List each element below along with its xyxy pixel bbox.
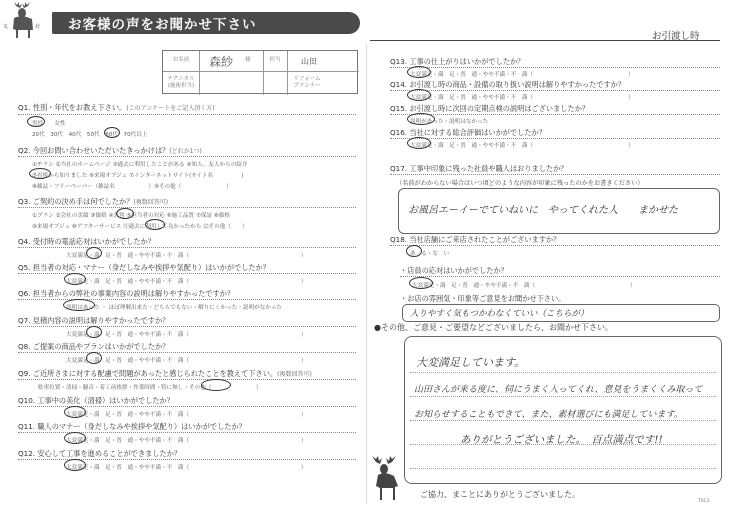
question-note: (このアンケートをご記入頂く方) — [126, 105, 215, 112]
answer-circle — [86, 352, 102, 364]
question-text: Q5. 担当者の対応・マナー（身だしなみや挨拶や気配り）はいかがでしたか？ — [18, 263, 270, 272]
question-q8 — [18, 342, 169, 352]
question-q4 — [18, 237, 155, 247]
question-text: Q10. 工事中の美化（清掃）はいかがでしたか？ — [18, 396, 174, 405]
q6-options: 説明はあった ・ ほぼ理解出来た・どちらでもない・解りにくかった・説明がなかった — [66, 305, 283, 311]
answer-circle — [86, 247, 102, 259]
question-q12 — [18, 449, 181, 459]
answer-circle — [145, 219, 165, 230]
q8-rating-options: 大変満足・満 足・普 通・やや不満・不 満（ ） — [66, 358, 307, 364]
q4-rating-options: 大変満足・満 足・普 通・やや不満・不 満（ ） — [66, 253, 307, 259]
thanks-message: ご協力、まことにありがとうございました。 — [420, 490, 580, 499]
answer-circle — [63, 299, 95, 311]
staff-label: 担当 — [269, 57, 281, 63]
customer-name-handwritten: 森紗 — [209, 55, 234, 69]
name-box-rule — [263, 51, 264, 95]
question-text: Q15. お引渡し時に次回の定期点検の説明はございましたか？ — [390, 104, 590, 113]
question-note: (どれか1つ) — [169, 148, 202, 155]
q15-options: 説明があった・説明はなかった — [410, 119, 489, 125]
deer-logo-icon — [2, 2, 50, 42]
answer-circle — [29, 168, 51, 179]
question-rule — [18, 114, 356, 115]
q3-options-row-2: ⑨来場オブジェ ⑩アフターサービス ⑪過去に利用して良かったから ⑫その他（ ） — [32, 224, 248, 230]
q18-handwritten-answer: 入りやすく気もつかわなくていい（こちらが） — [410, 309, 589, 319]
question-rule — [18, 352, 356, 353]
comment-line — [410, 468, 716, 469]
reform-planner-label: リフォーム プランナー — [293, 76, 321, 89]
question-rule — [400, 276, 720, 277]
q9-options: 駐車位置・清掃・騒音・着工前挨拶・作業時間・特に無し・その他（ ） — [38, 385, 262, 391]
question-text: Q12. 安心して工事を進めることができましたか？ — [18, 449, 182, 458]
answer-circle — [407, 113, 435, 125]
question-q18 — [390, 235, 560, 245]
comment-line — [410, 396, 716, 397]
name-box — [162, 50, 358, 94]
question-text: Q18. 当社店舗にご来店されたことがございますか？ — [390, 235, 561, 244]
question-text: ・お店の雰囲気・印象等ご意見をお聞かせ下さい。 — [400, 294, 566, 303]
technical-label: テクニカル (施術担当) — [167, 76, 195, 89]
question-text: Q2. 今回お問い合わせいただいたきっかけは？ — [18, 146, 170, 155]
question-rule — [390, 90, 720, 91]
question-q17 — [390, 164, 568, 174]
page-title: お客様の声をお聞かせ下さい — [68, 17, 257, 33]
q5-rating-options: 大変満足・満 足・普 通・やや不満・不 満（ ） — [66, 279, 307, 285]
answer-circle — [64, 432, 86, 444]
comment-line — [410, 372, 716, 373]
comment-handwritten-line-1: 大変満足しています。 — [416, 356, 526, 369]
answer-circle — [409, 277, 433, 289]
q10-rating-options: 大変満足・満 足・普 通・やや不満・不 満（ ） — [66, 412, 307, 418]
q1-gender-options: 男性 女性 — [32, 121, 66, 127]
answer-circle — [64, 406, 86, 418]
question-rule — [390, 114, 720, 115]
q1-age-options: 20代 30代 40代 50代 60代 70代以上 — [32, 132, 148, 138]
answer-circle — [64, 273, 86, 285]
answer-circle — [407, 137, 431, 149]
question-q1 — [18, 103, 215, 113]
question-q14 — [390, 80, 625, 90]
question-text: Q11. 職人のマナー（身だしなみや挨拶や気配り）はいかがでしたか？ — [18, 422, 246, 431]
comments-heading: ●その他、ご意見・ご要望などございましたら、お聞かせ下さい。 — [374, 323, 613, 332]
delivery-label: お引渡し時 — [652, 31, 700, 42]
name-box-rule — [199, 51, 200, 95]
answer-circle — [116, 208, 134, 219]
q13-rating-options: 大変満足・満 足・普 通・やや不満・不 満（ ） — [410, 72, 634, 78]
q14-rating-options: 大変満足・満 足・普 通・やや不満・不 満（ ） — [410, 95, 634, 101]
q11-rating-options: 大変満足・満 足・普 通・やや不満・不 満（ ） — [66, 438, 307, 444]
form-code: T0C1 — [698, 499, 710, 504]
question-text: Q1. 性別・年代をお教え下さい。 — [18, 103, 127, 112]
comment-handwritten-line-3: お知らせすることもできて、また、素材選びにも満足しています。 — [414, 410, 683, 420]
comment-line — [410, 420, 716, 421]
answer-circle — [64, 459, 86, 471]
question-q3 — [18, 197, 168, 207]
question-rule — [18, 156, 356, 157]
deer-illustration-icon — [368, 456, 406, 502]
name-box-rule — [163, 71, 359, 72]
question-text: Q3. ご契約の決め手は何でしたか？ — [18, 197, 134, 206]
q2-options-row-2: ⑤看板から知りました ⑥来場オブジェ ⑦インターネットサイト(サイト名 ) — [32, 173, 244, 179]
question-q13 — [390, 57, 524, 67]
name-suffix: 様 — [245, 57, 251, 63]
question-rule — [390, 245, 720, 246]
question-rule — [390, 174, 720, 175]
question-q18-atmosphere — [400, 294, 565, 304]
column-divider — [366, 44, 367, 504]
question-q11 — [18, 422, 246, 432]
svg-text:気: 気 — [3, 24, 9, 30]
question-text: Q17. 工事中印象に残った社員や職人はおりましたか？ — [390, 164, 568, 173]
question-rule — [18, 379, 356, 380]
question-note: (複数回答可) — [133, 199, 169, 206]
q17-instruction: （名前がわからない場合はいつ頃どのような内容が印象に残ったのかをお書きください） — [396, 180, 644, 187]
q3-options-row-1: ①プラン ②会社の実績 ③価格 ④評判 ⑤担当者の対応 ⑥施工品質 ⑦保証 ⑧価格 — [32, 213, 231, 219]
question-rule — [18, 207, 356, 208]
question-q18-staff — [400, 266, 508, 276]
question-text: Q6. 担当者からの弊社の事業内容の説明は解りやすかったですか？ — [18, 289, 235, 298]
staff-name-handwritten: 山田 — [301, 57, 317, 66]
question-rule — [18, 247, 356, 248]
answer-circle — [407, 89, 431, 101]
svg-text:持: 持 — [35, 24, 41, 30]
question-text: Q16. 当社に対する総合評価はいかがでしたか？ — [390, 128, 546, 137]
q7-rating-options: 大変満足・満 足・普 通・やや不満・不 満（ ） — [66, 332, 307, 338]
question-note: (複数回答可) — [277, 371, 312, 378]
question-q2 — [18, 146, 202, 156]
question-text: Q4. 受付時の電話応対はいかがでしたか？ — [18, 237, 155, 246]
answer-circle — [104, 127, 120, 138]
question-rule — [390, 67, 720, 68]
question-text: ・店員の応対はいかがでしたか？ — [400, 266, 508, 275]
title-banner — [52, 12, 360, 34]
q16-rating-options: 大変満足・満 足・普 通・やや不満・不 満（ ） — [410, 143, 634, 149]
question-q5 — [18, 263, 270, 273]
question-text: Q14. お引渡し時の商品・設備の取り扱い説明は解りやすかったですか？ — [390, 80, 626, 89]
question-text: Q9. ご近所さまに対する配慮で問題があったと感じられたことを教えて下さい。 — [18, 369, 278, 378]
answer-circle — [86, 326, 102, 338]
question-rule — [390, 138, 720, 139]
name-box-rule — [287, 51, 288, 95]
question-q6 — [18, 289, 234, 299]
comment-handwritten-line-2: 山田さんが来る度に、伺にうまく入ってくれ、意見をうまくくみ取って — [414, 385, 703, 395]
question-rule — [18, 326, 356, 327]
name-label: お名前 — [172, 57, 190, 63]
question-q9 — [18, 369, 312, 379]
comment-handwritten-line-4: ありがとうございました。 百点満点です!! — [460, 434, 663, 446]
q17-handwritten-answer: お風呂エーイーでていねいに やってくれた人 まかせた — [408, 205, 678, 216]
question-q7 — [18, 316, 169, 326]
question-text: Q8. ご提案の商品やプランはいかがでしたか？ — [18, 342, 170, 351]
question-text: Q7. 見積内容の説明は解りやすかったですか？ — [18, 316, 170, 325]
answer-circle — [201, 379, 231, 391]
header-divider — [370, 40, 720, 41]
answer-circle — [407, 66, 431, 78]
q2-options-row-3: ⑧雑誌・フリーペーパー（雑誌名 ）⑨その他（ ） — [32, 184, 232, 190]
q18-options: あ る・な い — [410, 251, 450, 257]
answer-circle — [406, 245, 422, 257]
q2-options-row-1: ①チラシ ②当社のホームページ ③過去に利用したことがある ④知人、友人からの紹介 — [32, 162, 248, 168]
question-q10 — [18, 396, 174, 406]
q18-staff-rating-options: 大変満足・満 足・普 通・やや不満・不 満（ ） — [412, 283, 636, 289]
answer-circle — [27, 116, 45, 127]
q12-rating-options: 大変満足・満 足・普 通・やや不満・不 満（ ） — [66, 465, 307, 471]
question-text: Q13. 工事の仕上がりはいかがでしたか？ — [390, 57, 525, 66]
